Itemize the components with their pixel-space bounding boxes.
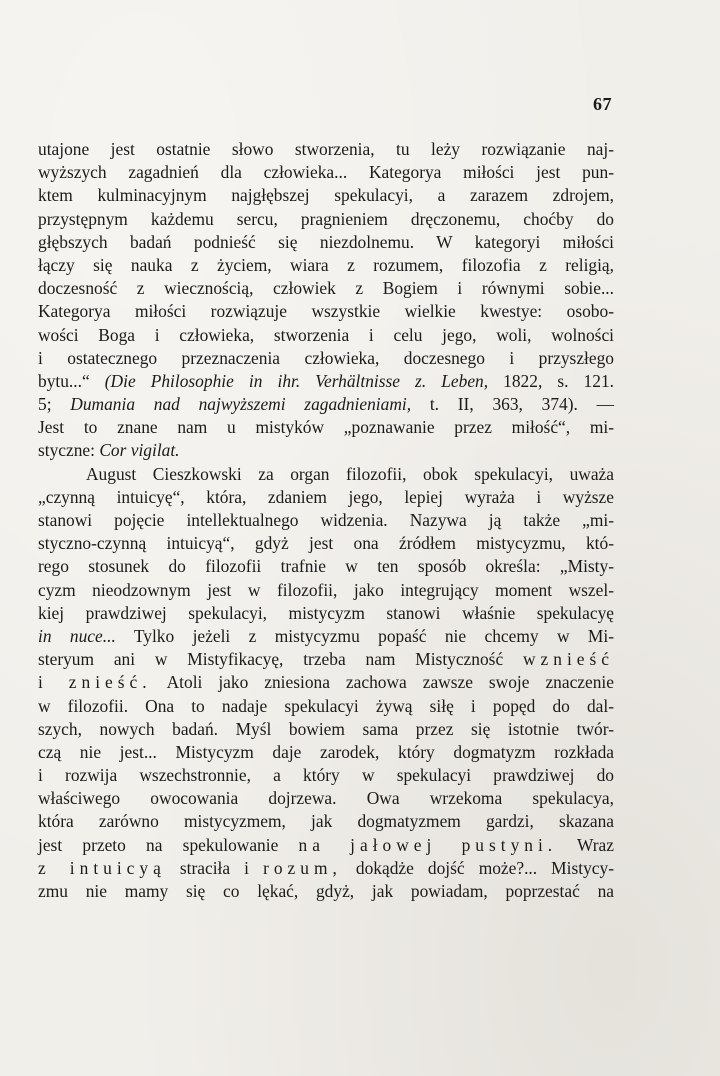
spaced-emphasis: wznieść <box>522 649 614 670</box>
text-line: „czynną intuicyę“, która, zdaniem jego, lepiej wyraża i wyższe <box>38 486 614 507</box>
text-line <box>38 857 614 880</box>
text-line: szych, nowych badań. Myśl bowiem sama przez się istotnie twór- <box>38 718 614 739</box>
citation-lead: bytu...“ <box>38 370 105 391</box>
text-fragment: Tylko jeżeli z mistycyzmu popaść nie chcemy w Mi- <box>115 625 614 646</box>
text-line: przystępnym każdemu sercu, pragnieniem dręczonemu, choćby do <box>38 208 614 229</box>
text-line: w filozofii. Ona to nadaje spekulacyi żywą siłę i popęd do dal- <box>38 695 614 716</box>
text-line: ktem kulminacyjnym najgłębszej spekulacyi, a zarazem zdrojem, <box>38 185 614 206</box>
text-line: rego stosunek do filozofii trafnie w ten sposób określa: „Misty- <box>38 556 614 577</box>
text-line-paragraph-start: August Cieszkowski za organ filozofii, obok spekulacyi, uważa <box>86 463 614 484</box>
text-fragment: straciła i <box>165 857 264 878</box>
spaced-emphasis: rozum, <box>263 857 342 878</box>
text-line-citation <box>38 370 614 393</box>
text-line: wyższych zagadnień dla człowieka... Kategorya miłości jest pun- <box>38 162 614 183</box>
text-line: czą nie jest... Mistycyzm daje zarodek, który dogmatyzm rozkłada <box>38 741 614 762</box>
text-line <box>38 625 614 648</box>
latin-phrase: Cor vigilat. <box>99 440 180 461</box>
text-fragment: jest przeto na spekulowanie <box>38 834 299 855</box>
text-line: która zarówno mistycyzmem, jak dogmatyzmem gardzi, skazana <box>38 811 614 832</box>
spaced-emphasis: z intuicyą <box>38 857 166 878</box>
citation-tail: t. II, 363, 374). — <box>411 394 614 415</box>
citation-lead: 5; <box>38 394 71 415</box>
text-line: stanowi pojęcie intellektualnego widzenia. Nazywa ją także „mi- <box>38 510 614 530</box>
text-line: łączy się nauka z życiem, wiara z rozumem, filozofia z religią, <box>38 254 614 275</box>
spaced-emphasis: i znieść. <box>38 672 152 693</box>
text-fragment: steryum ani w Mistyfikacyę, trzeba nam Mistyczność <box>38 649 523 670</box>
text-line: doczesność z wiecznością, człowiek z Bogiem i równymi sobie... <box>38 278 614 299</box>
text-line: Kategorya miłości rozwiązuje wszystkie wielkie kwestye: osobo- <box>38 301 614 322</box>
text-line: i ostatecznego przeznaczenia człowieka, doczesnego i przyszłego <box>38 347 614 368</box>
text-line-citation <box>38 393 614 416</box>
text-line-paragraph-end <box>38 439 614 462</box>
text-line: zmu nie mamy się co lękać, gdyż, jak powiadam, poprzestać na <box>38 881 614 901</box>
text-line: utajone jest ostatnie słowo stworzenia, tu leży rozwiązanie naj- <box>38 139 614 159</box>
citation-tail: 1822, s. 121. <box>488 370 614 391</box>
citation-title: (Die Philosophie in ihr. Verhältnisse z. Leben, <box>104 370 489 391</box>
text-line: i rozwija wszechstronnie, a który w spekulacyi prawdziwej do <box>38 765 614 786</box>
latin-phrase: in nuce... <box>38 625 116 646</box>
text-fragment: styczne: <box>38 440 100 461</box>
text-line: styczno-czynną intuicyą“, gdyż jest ona źródłem mistycyzmu, któ- <box>38 533 614 554</box>
citation-title: Dumania nad najwyższemi zagadnieniami, <box>70 394 412 415</box>
body-text <box>38 138 614 903</box>
text-line: kiej prawdziwej spekulacyi, mistycyzm stanowi właśnie spekulacyę <box>38 602 614 623</box>
text-line: wości Boga i człowieka, stworzenia i celu jego, woli, wolności <box>38 324 614 345</box>
text-line: cyzm nieodzownym jest w filozofii, jako integrujący moment wszel- <box>38 579 614 600</box>
text-line: właściwego owocowania dojrzewa. Owa wrzekoma spekulacya, <box>38 788 614 809</box>
text-line <box>38 671 614 694</box>
text-fragment: Wraz <box>557 834 614 855</box>
text-fragment: dokądże dojść może?... Mistycy- <box>341 857 614 878</box>
text-line <box>38 834 614 857</box>
page-number: 67 <box>593 94 612 114</box>
text-line: głębszych badań podnieść się niezdolnemu. W kategoryi miłości <box>38 231 614 252</box>
spaced-emphasis: na jałowej pustyni. <box>298 834 558 855</box>
text-fragment: Atoli jako zniesiona zachowa zawsze swoje znaczenie <box>151 672 614 693</box>
text-line: Jest to znane nam u mistyków „poznawanie przez miłość“, mi- <box>38 417 614 438</box>
text-line <box>38 648 614 671</box>
